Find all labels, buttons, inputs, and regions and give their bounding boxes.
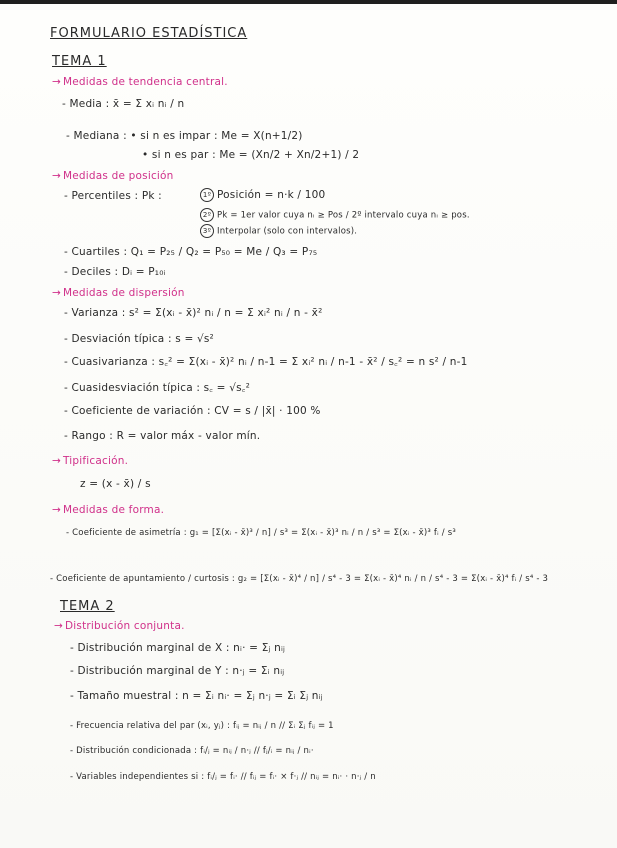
central-heading: → Medidas de tendencia central.: [52, 76, 228, 88]
arrow-icon: →: [52, 287, 61, 299]
page-title: FORMULARIO ESTADÍSTICA: [50, 26, 248, 41]
media-formula: - Media : x̄ = Σ xᵢ nᵢ / n: [62, 98, 185, 110]
tema1-heading: TEMA 1: [52, 54, 107, 69]
arrow-icon: →: [52, 76, 61, 88]
arrow-icon: →: [52, 170, 61, 182]
step-number-circle: 1º: [200, 188, 214, 202]
tamano-muestral-formula: - Tamaño muestral : n = Σᵢ nᵢ· = Σⱼ n·ⱼ = Σᵢ Σⱼ nᵢⱼ: [70, 690, 323, 702]
forma-heading: → Medidas de forma.: [52, 504, 165, 516]
tipificacion-heading: → Tipificación.: [52, 455, 129, 467]
percentiles-paso1: 1º Posición = n·k / 100: [200, 188, 325, 202]
cuasivarianza-formula: - Cuasivarianza : s꜀² = Σ(xᵢ - x̄)² nᵢ / n-1 = Σ xᵢ² nᵢ / n-1 - x̄² / s꜀² = n s² / n-1: [64, 356, 468, 368]
tipificacion-formula: z = (x - x̄) / s: [80, 478, 151, 490]
cuartiles-formula: - Cuartiles : Q₁ = P₂₅ / Q₂ = P₅₀ = Me / Q₃ = P₇₅: [64, 246, 318, 258]
marginal-x-formula: - Distribución marginal de X : nᵢ· = Σⱼ nᵢⱼ: [70, 642, 286, 654]
coeficiente-variacion: - Coeficiente de variación : CV = s / |x̄| · 100 %: [64, 405, 321, 417]
step-number-circle: 2º: [200, 208, 214, 222]
rango-formula: - Rango : R = valor máx - valor mín.: [64, 430, 261, 442]
step-number-circle: 3º: [200, 224, 214, 238]
tema2-heading: TEMA 2: [60, 599, 115, 614]
cuasidesviacion-formula: - Cuasidesviación típica : s꜀ = √s꜀²: [64, 382, 251, 394]
variables-independientes-formula: - Variables independientes si : fᵢ/ⱼ = fᵢ· // fᵢⱼ = fᵢ· × f·ⱼ // nᵢⱼ = nᵢ· · n·ⱼ / n: [70, 772, 376, 782]
arrow-icon: →: [54, 620, 63, 632]
distribucion-condicionada-formula: - Distribución condicionada : fᵢ/ⱼ = nᵢⱼ / n·ⱼ // fⱼ/ᵢ = nᵢⱼ / nᵢ·: [70, 746, 314, 756]
apuntamiento-formula: - Coeficiente de apuntamiento / curtosis : g₂ = [Σ(xᵢ - x̄)⁴ / n] / s⁴ - 3 = Σ(xᵢ - x̄)⁴ nᵢ / n / s⁴ - 3 = Σ(xᵢ - x̄)⁴ fᵢ / s⁴ - 3: [50, 574, 549, 584]
conjunta-heading: → Distribución conjunta.: [54, 620, 185, 632]
frecuencia-relativa-formula: - Frecuencia relativa del par (xᵢ, yⱼ) : fᵢⱼ = nᵢⱼ / n // Σᵢ Σⱼ fᵢⱼ = 1: [70, 721, 334, 731]
page-top-edge: [0, 0, 617, 4]
mediana-impar: - Mediana : • si n es impar : Me = X(n+1/2): [66, 130, 303, 142]
deciles-formula: - Deciles : Dᵢ = P₁₀ᵢ: [64, 266, 166, 278]
desviacion-formula: - Desviación típica : s = √s²: [64, 333, 214, 345]
percentiles-paso3: 3º Interpolar (solo con intervalos).: [200, 224, 357, 238]
arrow-icon: →: [52, 455, 61, 467]
varianza-formula: - Varianza : s² = Σ(xᵢ - x̄)² nᵢ / n = Σ xᵢ² nᵢ / n - x̄²: [64, 307, 323, 319]
arrow-icon: →: [52, 504, 61, 516]
dispersion-heading: → Medidas de dispersión: [52, 287, 185, 299]
percentiles-label: - Percentiles : Pk :: [64, 190, 162, 202]
mediana-par: • si n es par : Me = (Xn/2 + Xn/2+1) / 2: [142, 149, 360, 161]
asimetria-formula: - Coeficiente de asimetría : g₁ = [Σ(xᵢ - x̄)³ / n] / s³ = Σ(xᵢ - x̄)³ nᵢ / n / s³ = Σ(xᵢ - x̄)³ fᵢ / s³: [66, 528, 456, 538]
posicion-heading: → Medidas de posición: [52, 170, 174, 182]
percentiles-paso2: 2º Pk = 1er valor cuya nᵢ ≥ Pos / 2º intervalo cuya nᵢ ≥ pos.: [200, 208, 470, 222]
marginal-y-formula: - Distribución marginal de Y : n·ⱼ = Σᵢ nᵢⱼ: [70, 665, 285, 677]
